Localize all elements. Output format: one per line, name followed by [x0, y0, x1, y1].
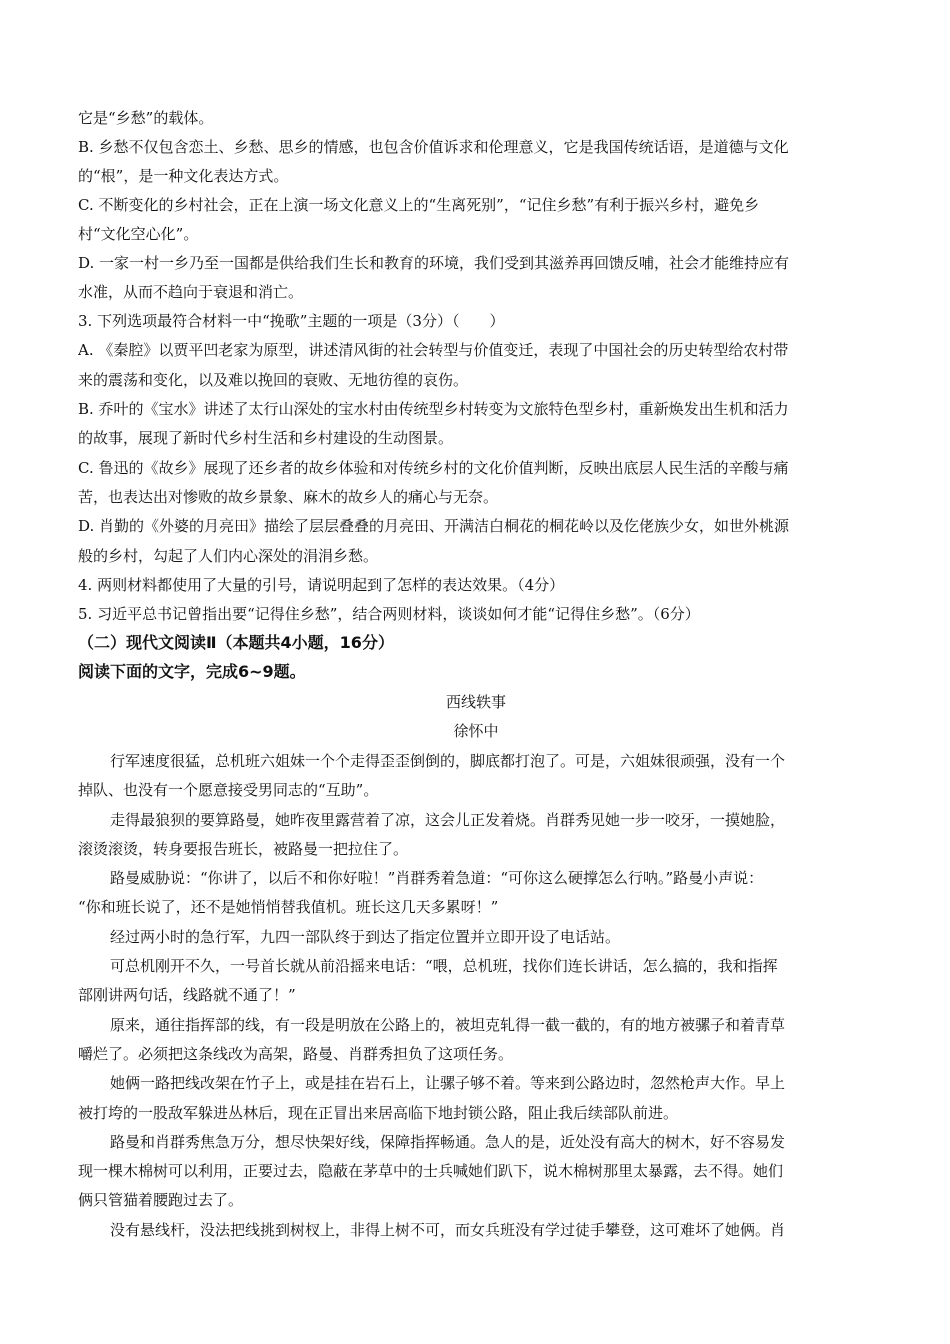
- story-paragraph-8-line-3: 俩只管猫着腰跑过去了。: [78, 1191, 244, 1209]
- q3-option-d-line-2: 般的乡村，勾起了人们内心深处的涓涓乡愁。: [78, 547, 379, 565]
- story-paragraph-1-line-2: 掉队、也没有一个愿意接受男同志的“互助”。: [78, 781, 379, 799]
- option-b-line-1: B. 乡愁不仅包含恋土、乡愁、思乡的情感，也包含价值诉求和伦理意义，它是我国传统话语，是道德与文化: [78, 138, 789, 156]
- story-author: 徐怀中: [453, 722, 499, 740]
- story-title: 西线轶事: [445, 693, 506, 711]
- story-paragraph-7-line-1: 她俩一路把线改架在竹子上，或是挂在岩石上，让骡子够不着。等来到公路边时，忽然枪声大作。早上: [110, 1074, 786, 1092]
- story-paragraph-2-line-1: 走得最狼狈的要算路曼，她昨夜里露营着了凉，这会儿正发着烧。肖群秀见她一步一咬牙，一摸她脸，: [110, 811, 786, 829]
- q3-option-b-line-2: 的故事，展现了新时代乡村生活和乡村建设的生动图景。: [78, 429, 454, 447]
- option-c-line-1: C. 不断变化的乡村社会，正在上演一场文化意义上的“生离死别”，“记住乡愁”有利于振兴乡村，避免乡: [78, 196, 760, 214]
- story-paragraph-8-line-1: 路曼和肖群秀焦急万分，想尽快架好线，保障指挥畅通。急人的是，近处没有高大的树木，好不容易发: [110, 1133, 786, 1151]
- question-3: 3. 下列选项最符合材料一中“挽歌”主题的一项是（3分）（ ）: [78, 312, 505, 330]
- q3-option-c-line-2: 苦，也表达出对惨败的故乡景象、麻木的故乡人的痛心与无奈。: [78, 488, 499, 506]
- story-paragraph-9-line-1: 没有悬线杆，没法把线挑到树杈上，非得上树不可，而女兵班没有学过徒手攀登，这可难坏了她俩。肖: [110, 1221, 786, 1239]
- story-paragraph-6-line-2: 嚼烂了。必须把这条线改为高架，路曼、肖群秀担负了这项任务。: [78, 1045, 514, 1063]
- option-d-line-1: D. 一家一村一乡乃至一国都是供给我们生长和教育的环境，我们受到其滋养再回馈反哺，社会才能维持应有: [78, 254, 790, 272]
- story-paragraph-7-line-2: 被打垮的一股敌军躲进丛林后，现在正冒出来居高临下地封锁公路，阻止我后续部队前进。: [78, 1104, 679, 1122]
- story-paragraph-6-line-1: 原来，通往指挥部的线，有一段是明放在公路上的，被坦克轧得一截一截的，有的地方被骡子和着青草: [110, 1016, 786, 1034]
- story-paragraph-1-line-1: 行军速度很猛，总机班六姐妹一个个走得歪歪倒倒的，脚底都打泡了。可是，六姐妹很顽强，没有一个: [110, 752, 786, 770]
- story-paragraph-4: 经过两小时的急行军，九四一部队终于到达了指定位置并立即开设了电话站。: [110, 928, 621, 946]
- q3-option-c-line-1: C. 鲁迅的《故乡》展现了还乡者的故乡体验和对传统乡村的文化价值判断，反映出底层人民生活的辛酸与痛: [78, 459, 789, 477]
- story-paragraph-3-line-1: 路曼威胁说：“你讲了，以后不和你好啦！”肖群秀着急道：“可你这么硬撑怎么行呐。”路曼小声说：: [110, 869, 764, 887]
- q3-option-a-line-1: A. 《秦腔》以贾平凹老家为原型，讲述清风街的社会转型与价值变迁，表现了中国社会的历史转型给农村带: [78, 341, 789, 359]
- text-line-1: 它是“乡愁”的载体。: [78, 109, 214, 127]
- option-c-line-2: 村“文化空心化”。: [78, 225, 199, 243]
- question-5: 5. 习近平总书记曾指出要“记得住乡愁”，结合两则材料，谈谈如何才能“记得住乡愁”。（6分）: [78, 605, 700, 623]
- question-4: 4. 两则材料都使用了大量的引号，请说明起到了怎样的表达效果。（4分）: [78, 576, 565, 594]
- story-paragraph-8-line-2: 现一棵木棉树可以利用，正要过去，隐蔽在茅草中的士兵喊她们趴下，说木棉树那里太暴露，去不得。她们: [78, 1162, 784, 1180]
- reading-instruction: 阅读下面的文字，完成6~9题。: [78, 662, 306, 681]
- story-paragraph-5-line-1: 可总机刚开不久，一号首长就从前沿摇来电话：“喂，总机班，找你们连长讲话，怎么搞的，我和指挥: [110, 957, 778, 975]
- q3-option-d-line-1: D. 肖勤的《外婆的月亮田》描绘了层层叠叠的月亮田、开满洁白桐花的桐花岭以及仡佬族少女，如世外桃源: [78, 517, 790, 535]
- q3-option-b-line-1: B. 乔叶的《宝水》讲述了太行山深处的宝水村由传统型乡村转变为文旅特色型乡村，重新焕发出生机和活力: [78, 400, 789, 418]
- story-paragraph-3-line-2: “你和班长说了，还不是她悄悄替我值机。班长这几天多累呀！”: [78, 898, 499, 916]
- option-d-line-2: 水准，从而不趋向于衰退和消亡。: [78, 283, 304, 301]
- q3-option-a-line-2: 来的震荡和变化，以及难以挽回的衰败、无地彷徨的哀伤。: [78, 371, 469, 389]
- option-b-line-2: 的“根”，是一种文化表达方式。: [78, 167, 289, 185]
- story-paragraph-5-line-2: 部刚讲两句话，线路就不通了！”: [78, 986, 296, 1004]
- section-heading: （二）现代文阅读Ⅱ（本题共4小题，16分）: [78, 633, 394, 652]
- story-paragraph-2-line-2: 滚烫滚烫，转身要报告班长，被路曼一把拉住了。: [78, 840, 409, 858]
